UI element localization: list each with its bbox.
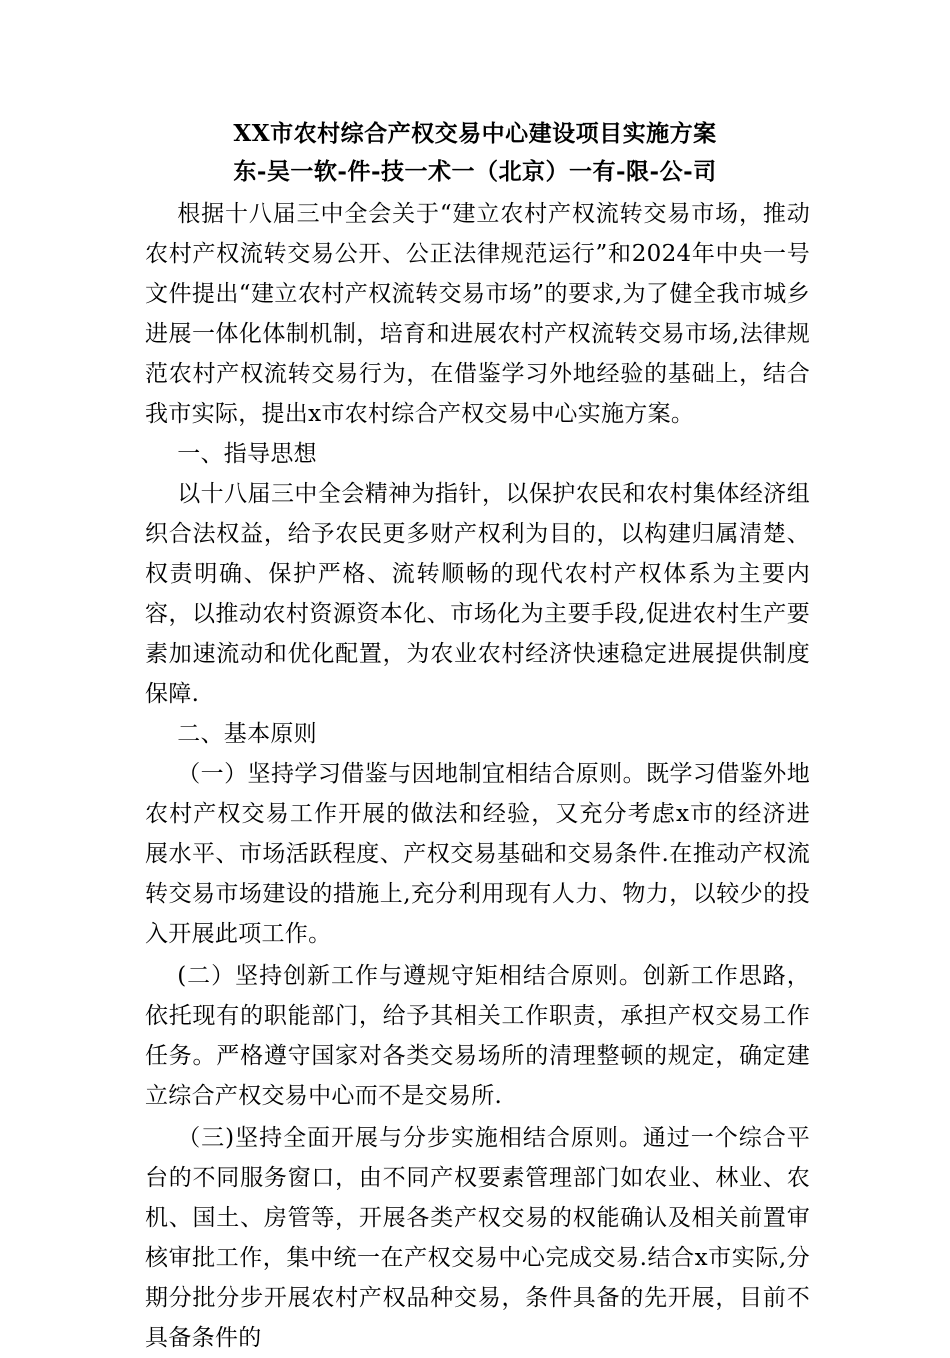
paragraph-principle-2: (二）坚持创新工作与遵规守矩相结合原则。创新工作思路，依托现有的职能部门，给予其相关工作职责，承担产权交易工作任务。严格遵守国家对各类交易场所的清理整顿的规定，确定建立综合产权交易中心而不是交易所. bbox=[145, 963, 810, 1109]
paragraph-principle-3: （三)坚持全面开展与分步实施相结合原则。通过一个综合平台的不同服务窗口，由不同产权要素管理部门如农业、林业、农机、国土、房管等，开展各类产权交易的权能确认及相关前置审核审批工作，集中统一在产权交易中心完成交易.结合x市实际,分期分批分步开展农村产权品种交易，条件具备的先开展，目前不具备条件的 bbox=[145, 1125, 810, 1351]
document-title: XX市农村综合产权交易中心建设项目实施方案 bbox=[233, 120, 717, 147]
paragraph-guiding-ideology: 以十八届三中全会精神为指针，以保护农民和农村集体经济组织合法权益，给予农民更多财产权利为目的，以构建归属清楚、权责明确、保护严格、流转顺畅的现代农村产权体系为主要内容，以推动农村资源资本化、市场化为主要手段,促进农村生产要素加速流动和优化配置，为农业农村经济快速稳定进展提供制度保障. bbox=[145, 481, 810, 707]
document-subtitle: 东-吴一软-件-技一术一（北京）一有-限-公-司 bbox=[233, 158, 717, 185]
paragraph-intro: 根据十八届三中全会关于“建立农村产权流转交易市场，推动农村产权流转交易公开、公正法律规范运行”和2024年中央一号文件提出“建立农村产权流转交易市场”的要求,为了健全我市城乡进展一体化体制机制，培育和进展农村产权流转交易市场,法律规范农村产权流转交易行为，在借鉴学习外地经验的基础上，结合我市实际，提出x市农村综合产权交易中心实施方案。 bbox=[145, 201, 810, 427]
section-heading-guiding-ideology: 一、指导思想 bbox=[177, 441, 317, 467]
section-heading-basic-principles: 二、基本原则 bbox=[177, 721, 317, 747]
paragraph-principle-1: （一）坚持学习借鉴与因地制宜相结合原则。既学习借鉴外地农村产权交易工作开展的做法和经验，又充分考虑x市的经济进展水平、市场活跃程度、产权交易基础和交易条件.在推动产权流转交易市场建设的措施上,充分利用现有人力、物力，以较少的投入开展此项工作。 bbox=[145, 761, 810, 947]
document-body bbox=[145, 194, 810, 1358]
